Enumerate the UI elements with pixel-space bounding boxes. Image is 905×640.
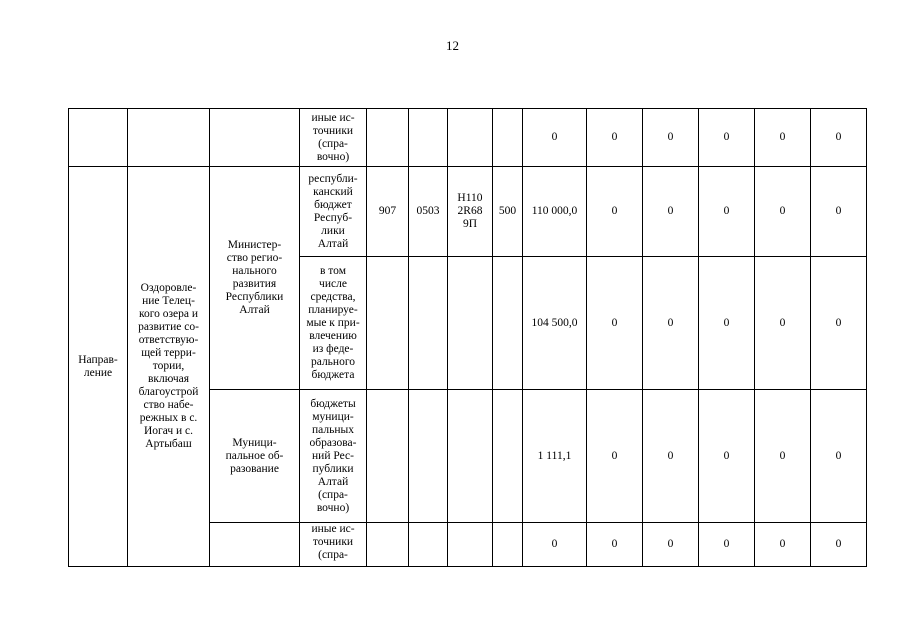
value-cell: 1 111,1 xyxy=(523,390,587,523)
value-cell: 0 xyxy=(811,390,867,523)
grbs-cell xyxy=(367,390,409,523)
value-cell: 0 xyxy=(811,523,867,567)
grbs-cell xyxy=(367,523,409,567)
measure-cell: Оздоровле- ние Телец- кого озера и развитие со- ответствую- щей терри- тории, включая благоустрой ство набе- режных в с. Иогач и с. Артыбаш xyxy=(128,167,210,567)
rzpr-cell xyxy=(409,109,448,167)
vr-cell xyxy=(493,523,523,567)
direction-cell xyxy=(69,109,128,167)
value-cell: 0 xyxy=(643,257,699,390)
csr-cell xyxy=(448,390,493,523)
executor-cell xyxy=(210,523,300,567)
source-cell: бюджеты муници- пальных образова- ний Рес- публики Алтай (спра- вочно) xyxy=(300,390,367,523)
value-cell: 0 xyxy=(587,523,643,567)
executor-municipal-cell: Муници- пальное об- разование xyxy=(210,390,300,523)
value-cell: 0 xyxy=(643,390,699,523)
csr-cell xyxy=(448,109,493,167)
value-cell: 0 xyxy=(699,167,755,257)
source-cell: республи- канский бюджет Респуб- лики Алтай xyxy=(300,167,367,257)
rzpr-cell xyxy=(409,257,448,390)
value-cell: 0 xyxy=(643,167,699,257)
value-cell: 0 xyxy=(587,167,643,257)
source-cell: иные ис- точники (спра- xyxy=(300,523,367,567)
rzpr-cell xyxy=(409,523,448,567)
value-cell: 0 xyxy=(699,523,755,567)
measure-cell xyxy=(128,109,210,167)
value-cell: 104 500,0 xyxy=(523,257,587,390)
grbs-cell xyxy=(367,257,409,390)
vr-cell xyxy=(493,257,523,390)
csr-cell: Н110 2R68 9П xyxy=(448,167,493,257)
rzpr-cell xyxy=(409,390,448,523)
value-cell: 0 xyxy=(811,109,867,167)
value-cell: 0 xyxy=(523,523,587,567)
vr-cell: 500 xyxy=(493,167,523,257)
value-cell: 0 xyxy=(587,390,643,523)
table-row xyxy=(69,167,905,257)
csr-cell xyxy=(448,257,493,390)
value-cell: 0 xyxy=(811,167,867,257)
direction-cell: Направ- ление xyxy=(69,167,128,567)
program-table xyxy=(68,108,905,567)
value-cell: 0 xyxy=(811,257,867,390)
value-cell: 0 xyxy=(699,390,755,523)
value-cell: 0 xyxy=(523,109,587,167)
value-cell: 0 xyxy=(643,523,699,567)
value-cell: 110 000,0 xyxy=(523,167,587,257)
source-cell: иные ис- точники (спра- вочно) xyxy=(300,109,367,167)
vr-cell xyxy=(493,390,523,523)
value-cell: 0 xyxy=(699,109,755,167)
value-cell: 0 xyxy=(755,109,811,167)
table-row xyxy=(69,109,905,167)
csr-cell xyxy=(448,523,493,567)
grbs-cell: 907 xyxy=(367,167,409,257)
rzpr-cell: 0503 xyxy=(409,167,448,257)
executor-ministry-cell: Министер- ство регио- нального развития Республики Алтай xyxy=(210,167,300,390)
value-cell: 0 xyxy=(587,109,643,167)
value-cell: 0 xyxy=(755,390,811,523)
value-cell: 0 xyxy=(699,257,755,390)
value-cell: 0 xyxy=(643,109,699,167)
value-cell: 0 xyxy=(755,167,811,257)
value-cell: 0 xyxy=(755,257,811,390)
value-cell: 0 xyxy=(755,523,811,567)
page-number: 12 xyxy=(446,38,459,53)
vr-cell xyxy=(493,109,523,167)
executor-cell xyxy=(210,109,300,167)
value-cell: 0 xyxy=(587,257,643,390)
grbs-cell xyxy=(367,109,409,167)
source-cell: в том числе средства, планируе- мые к при- влечению из феде- рального бюджета xyxy=(300,257,367,390)
